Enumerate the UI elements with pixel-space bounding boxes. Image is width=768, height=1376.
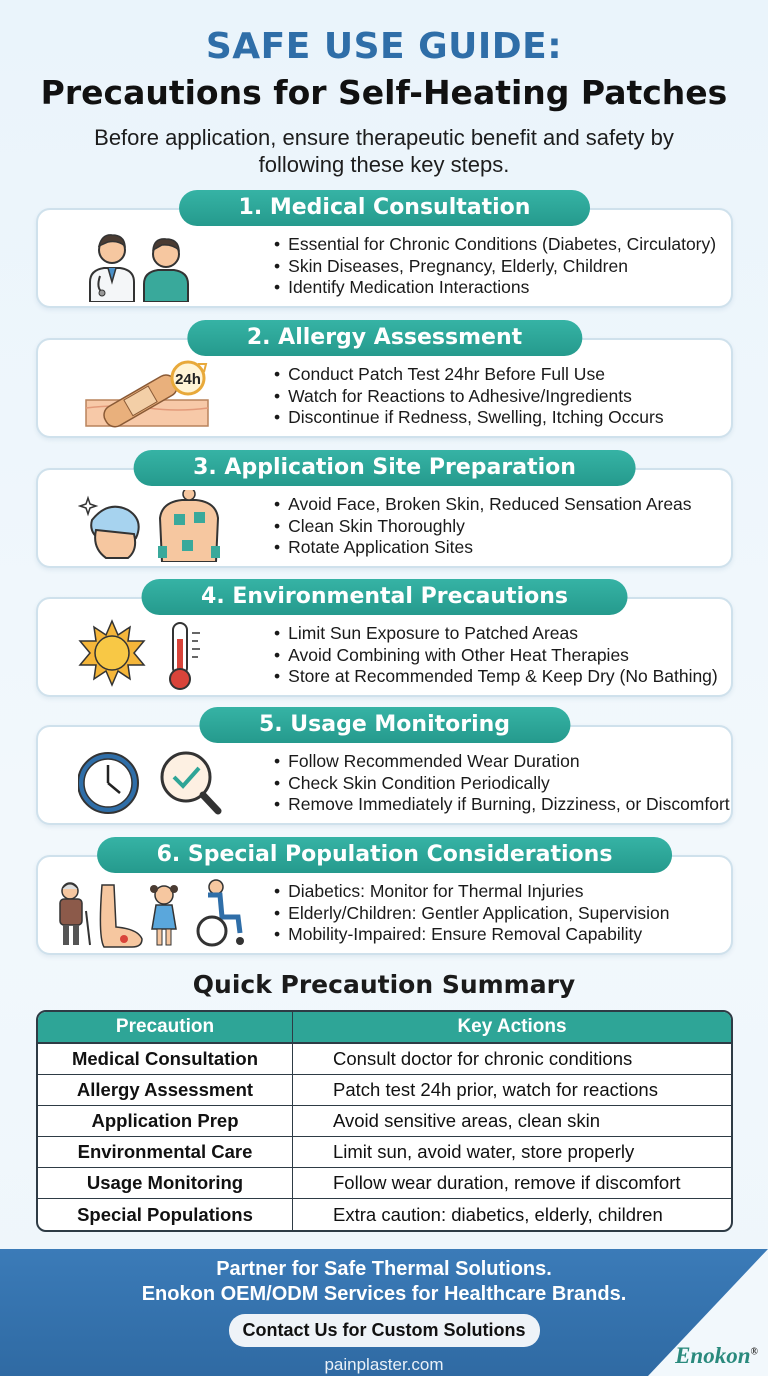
section-title: 6. Special Population Considerations [97, 837, 673, 873]
bullet-list [274, 234, 716, 299]
bullet-item: • Follow Recommended Wear Duration [274, 751, 730, 773]
section-icons [78, 360, 268, 424]
table-cell: Application Prep [38, 1106, 293, 1137]
table-cell: Usage Monitoring [38, 1168, 293, 1199]
header [0, 0, 768, 178]
section-title: 2. Allergy Assessment [187, 320, 582, 356]
summary-table [36, 1010, 733, 1232]
bullet-item: • Clean Skin Thoroughly [274, 516, 692, 538]
sun-icon [80, 621, 144, 685]
table-cell: Medical Consultation [38, 1044, 293, 1075]
registered-mark: ® [750, 1346, 758, 1358]
thermometer-icon [170, 623, 200, 689]
section-icons [78, 490, 268, 554]
bullet-item: • Store at Recommended Temp & Keep Dry (No Bathing) [274, 666, 718, 688]
section-title: 1. Medical Consultation [179, 190, 591, 226]
table-row [38, 1044, 731, 1075]
cleaning-hand-icon [80, 498, 139, 558]
section-icons [78, 619, 268, 683]
elderly-person-icon [60, 883, 90, 945]
section-environmental-precautions [36, 579, 733, 699]
section-medical-consultation [36, 190, 733, 310]
table-cell: Allergy Assessment [38, 1075, 293, 1106]
bullet-item: • Identify Medication Interactions [274, 277, 716, 299]
table-cell: Limit sun, avoid water, store properly [293, 1137, 731, 1168]
bullet-list [274, 494, 692, 559]
bullet-item: • Conduct Patch Test 24hr Before Full Use [274, 364, 664, 386]
section-icons [78, 747, 268, 811]
bullet-item: • Discontinue if Redness, Swelling, Itching Occurs [274, 407, 664, 429]
table-row [38, 1075, 731, 1106]
bullet-item: • Essential for Chronic Conditions (Diabetes, Circulatory) [274, 234, 716, 256]
24h-timer-icon [172, 362, 206, 394]
section-icons [54, 877, 264, 941]
timer-label: 24h [175, 371, 201, 388]
table-cell: Consult doctor for chronic conditions [293, 1044, 731, 1075]
bullet-item: • Remove Immediately if Burning, Dizziness, or Discomfort [274, 794, 730, 816]
section-allergy-assessment [36, 320, 733, 440]
brand-logo [675, 1343, 758, 1369]
doctor-icon [90, 235, 134, 302]
clock-icon [78, 753, 138, 813]
column-header: Key Actions [293, 1012, 731, 1044]
bullet-item: • Elderly/Children: Gentler Application, Supervision [274, 903, 669, 925]
bullet-item: • Watch for Reactions to Adhesive/Ingredients [274, 386, 664, 408]
website-link[interactable]: painplaster.com [324, 1355, 444, 1374]
contact-us-button[interactable]: Contact Us for Custom Solutions [229, 1314, 540, 1347]
page-subtitle: Precautions for Self-Heating Patches [40, 73, 728, 112]
table-row [38, 1168, 731, 1199]
section-icons [78, 230, 268, 294]
summary-title: Quick Precaution Summary [192, 970, 576, 999]
section-special-populations [36, 837, 733, 957]
table-cell: Patch test 24h prior, watch for reactions [293, 1075, 731, 1106]
bullet-list [274, 364, 664, 429]
wheelchair-icon [198, 880, 244, 945]
footer-services: Enokon OEM/ODM Services for Healthcare Brands. [141, 1283, 627, 1305]
table-row [38, 1199, 731, 1230]
table-row [38, 1106, 731, 1137]
bullet-item: • Skin Diseases, Pregnancy, Elderly, Children [274, 256, 716, 278]
body-patch-sites-icon [158, 490, 220, 562]
table-header-row [38, 1012, 731, 1044]
table-cell: Avoid sensitive areas, clean skin [293, 1106, 731, 1137]
bullet-item: • Diabetics: Monitor for Thermal Injuries [274, 881, 669, 903]
section-title: 5. Usage Monitoring [199, 707, 570, 743]
child-icon [150, 885, 178, 945]
bullet-item: • Rotate Application Sites [274, 537, 692, 559]
bullet-list [274, 881, 669, 946]
patient-icon [144, 239, 188, 302]
magnifier-check-icon [162, 753, 218, 811]
bullet-item: • Limit Sun Exposure to Patched Areas [274, 623, 718, 645]
table-cell: Extra caution: diabetics, elderly, children [333, 1203, 663, 1225]
table-cell: Environmental Care [38, 1137, 293, 1168]
bullet-list [274, 623, 718, 688]
bullet-list [274, 751, 730, 816]
section-title: 4. Environmental Precautions [141, 579, 628, 615]
page-title: SAFE USE GUIDE: [205, 26, 563, 67]
bullet-item: • Check Skin Condition Periodically [274, 773, 730, 795]
bullet-item: • Mobility-Impaired: Ensure Removal Capability [274, 924, 669, 946]
intro-text: Before application, ensure therapeutic benefit and safety by following these key steps. [94, 125, 674, 177]
column-header: Precaution [38, 1012, 293, 1044]
section-title: 3. Application Site Preparation [133, 450, 636, 486]
table-row [38, 1137, 731, 1168]
bullet-item: • Avoid Combining with Other Heat Therapies [274, 645, 718, 667]
table-cell: Follow wear duration, remove if discomfort [293, 1168, 731, 1199]
foot-icon [100, 885, 142, 947]
brand-name: Enokon [675, 1343, 751, 1368]
footer-tagline: Partner for Safe Thermal Solutions. [216, 1258, 552, 1280]
section-usage-monitoring [36, 707, 733, 827]
bullet-item: • Avoid Face, Broken Skin, Reduced Sensation Areas [274, 494, 692, 516]
section-application-site [36, 450, 733, 570]
table-cell: Special Populations [38, 1199, 293, 1230]
